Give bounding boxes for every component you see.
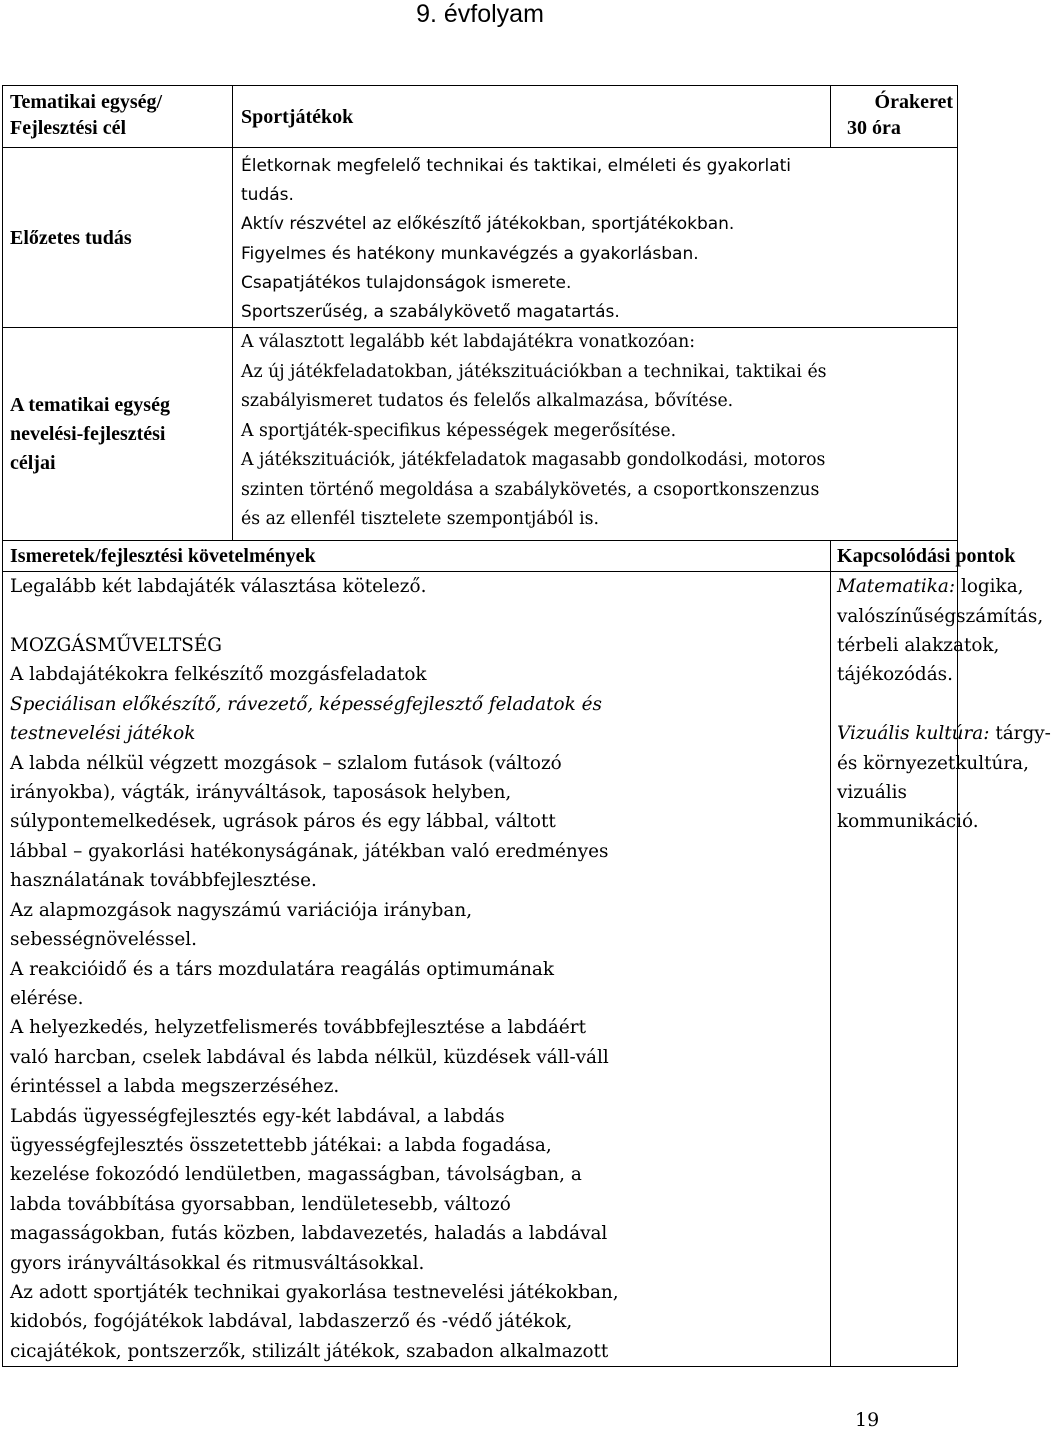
goals-label-cell bbox=[3, 328, 233, 541]
hours-cell bbox=[831, 86, 958, 148]
connections-header-cell bbox=[831, 541, 1016, 572]
requirements-line: A helyezkedés, helyzetfelismerés továbbfejlesztése a labdáért bbox=[10, 1017, 586, 1039]
connection-text: tárgy- bbox=[995, 723, 1051, 745]
section-header-row bbox=[3, 541, 958, 572]
requirements-line: való harcban, cselek labdával és labda nélkül, küzdések váll-váll bbox=[10, 1046, 609, 1068]
goals-content bbox=[233, 328, 958, 541]
connection-subject-visual: Vizuális kultúra: bbox=[837, 723, 990, 745]
connections-header: Kapcsolódási pontok bbox=[837, 545, 1016, 568]
requirements-line: A labdajátékokra felkészítő mozgásfeladatok bbox=[10, 664, 427, 686]
goals-line: A választott legalább két labdajátékra vonatkozóan: bbox=[241, 332, 696, 353]
prior-knowledge-line: Csapatjátékos tulajdonságok ismerete. bbox=[241, 272, 572, 293]
requirements-line: súlypontemelkedések, ugrások páros és egy lábbal, váltott bbox=[10, 811, 556, 833]
connection-blank-line bbox=[837, 690, 957, 719]
goals-label-line: A tematikai egység bbox=[10, 393, 170, 416]
goals-line: szabályismeret tudatos és felelős alkalmazása, bővítése. bbox=[241, 391, 734, 412]
prior-knowledge-label: Előzetes tudás bbox=[10, 226, 132, 249]
requirements-line: irányokba), vágták, irányváltások, taposások helyben, bbox=[10, 782, 512, 804]
topic-label-line2: Fejlesztési cél bbox=[10, 117, 127, 139]
requirements-line: labda továbbítása gyorsabban, lendületesebb, változó bbox=[10, 1193, 511, 1215]
goals-line: Az új játékfeladatokban, játékszituációkban a technikai, taktikai és bbox=[241, 361, 827, 382]
connection-text: tájékozódás. bbox=[837, 664, 953, 686]
requirements-header-cell bbox=[3, 541, 831, 572]
requirements-line: használatának továbbfejlesztése. bbox=[10, 870, 317, 892]
requirements-blank-line bbox=[10, 602, 830, 631]
connection-text: vizuális bbox=[837, 782, 907, 804]
goals-row bbox=[3, 328, 958, 541]
topic-name: Sportjátékok bbox=[241, 105, 354, 128]
page-number: 19 bbox=[855, 1409, 880, 1431]
hours-value: 30 óra bbox=[847, 117, 901, 139]
goals-label-line: nevelési-fejlesztési bbox=[10, 422, 166, 445]
prior-knowledge-row bbox=[3, 148, 958, 328]
requirements-line: A labda nélkül végzett mozgások – szlalom futások (változó bbox=[10, 752, 562, 774]
connection-text: logika, bbox=[960, 576, 1024, 598]
requirements-line: sebességnöveléssel. bbox=[10, 929, 197, 951]
requirements-line: A reakcióidő és a társ mozdulatára reagálás optimumának bbox=[10, 958, 555, 980]
connection-text: és környezetkultúra, bbox=[837, 752, 1029, 774]
requirements-header: Ismeretek/fejlesztési követelmények bbox=[10, 545, 316, 568]
requirements-line: ügyességfejlesztés összetettebb játékai: a labda fogadása, bbox=[10, 1134, 552, 1156]
prior-knowledge-line: Aktív részvétel az előkészítő játékokban, sportjátékokban. bbox=[241, 214, 735, 235]
requirements-line: kidobós, fogójátékok labdával, labdaszerző és -védő játékok, bbox=[10, 1311, 573, 1333]
requirements-italic-line: testnevelési játékok bbox=[10, 723, 196, 745]
topic-name-cell bbox=[233, 86, 831, 148]
connection-text: valószínűségszámítás, bbox=[837, 605, 1044, 627]
requirements-line: kezelése fokozódó lendületben, magasságban, távolságban, a bbox=[10, 1164, 582, 1186]
requirements-line: Legalább két labdajáték választása kötelező. bbox=[10, 576, 427, 598]
goals-line: és az ellenfél tisztelete szempontjából is. bbox=[241, 509, 599, 530]
prior-knowledge-label-cell bbox=[3, 148, 233, 328]
requirements-content bbox=[3, 572, 831, 1367]
curriculum-table bbox=[2, 85, 1051, 1367]
requirements-line: gyors irányváltásokkal és ritmusváltásokkal. bbox=[10, 1252, 425, 1274]
prior-knowledge-content bbox=[233, 148, 958, 328]
goals-label-line: céljai bbox=[10, 451, 56, 474]
prior-knowledge-line: Életkornak megfelelő technikai és taktikai, elméleti és gyakorlati bbox=[241, 156, 792, 176]
topic-label-cell bbox=[3, 86, 233, 148]
goals-line: A játékszituációk, játékfeladatok magasabb gondolkodási, motoros bbox=[241, 450, 826, 471]
content-row bbox=[3, 572, 958, 1367]
goals-line: A sportjáték-specifikus képességek megerősítése. bbox=[241, 420, 677, 441]
requirements-line: Labdás ügyességfejlesztés egy-két labdával, a labdás bbox=[10, 1105, 505, 1127]
requirements-line: Az adott sportjáték technikai gyakorlása testnevelési játékokban, bbox=[10, 1281, 619, 1303]
requirements-line: cicajátékok, pontszerzők, stilizált játékok, szabadon alkalmazott bbox=[10, 1340, 609, 1362]
requirements-line: érintéssel a labda megszerzéséhez. bbox=[10, 1076, 340, 1098]
connections-content bbox=[831, 572, 1051, 1367]
topic-row bbox=[3, 86, 958, 148]
connection-text: kommunikáció. bbox=[837, 811, 979, 833]
prior-knowledge-line: Figyelmes és hatékony munkavégzés a gyakorlásban. bbox=[241, 243, 699, 264]
topic-label-line1: Tematikai egység/ bbox=[10, 91, 163, 113]
requirements-subheading: MOZGÁSMŰVELTSÉG bbox=[10, 635, 222, 657]
goals-line: szinten történő megoldása a szabálykövetés, a csoportkonszenzus bbox=[241, 479, 820, 500]
requirements-line: magasságokban, futás közben, labdavezetés, haladás a labdával bbox=[10, 1223, 608, 1245]
prior-knowledge-line: Sportszerűség, a szabálykövető magatartás. bbox=[241, 302, 620, 323]
requirements-line: lábbal – gyakorlási hatékonyságának, játékban való eredményes bbox=[10, 840, 609, 862]
connection-text: térbeli alakzatok, bbox=[837, 635, 1000, 657]
requirements-line: Az alapmozgások nagyszámú variációja irányban, bbox=[10, 899, 473, 921]
prior-knowledge-line: tudás. bbox=[241, 185, 294, 206]
requirements-line: elérése. bbox=[10, 987, 84, 1009]
page-title: 9. évfolyam bbox=[416, 0, 544, 28]
requirements-italic-line: Speciálisan előkészítő, rávezető, képességfejlesztő feladatok és bbox=[10, 693, 602, 715]
connection-subject-math: Matematika: bbox=[837, 576, 956, 598]
hours-label: Órakeret bbox=[874, 91, 954, 113]
